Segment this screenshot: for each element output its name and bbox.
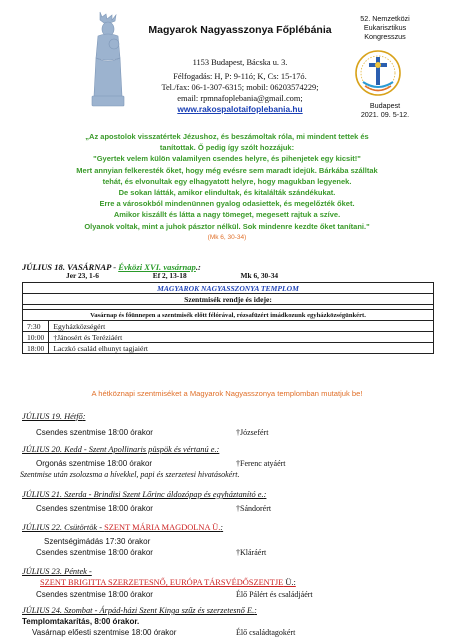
parish-address: 1153 Budapest, Bácska u. 3. xyxy=(192,58,288,67)
website-link[interactable]: www.rakospalotaifoplebania.hu xyxy=(177,104,303,114)
day-title-friday: JÚLIUS 23. Péntek - xyxy=(22,567,92,576)
quote-line: Amikor kiszállt és látta a nagy tömeget, megesett rajtuk a szíve. xyxy=(113,210,341,220)
mass-intention: Laczkó család elhunyt tagjaiért xyxy=(49,343,434,354)
table-row xyxy=(23,332,434,343)
sunday-schedule-table xyxy=(22,282,434,354)
weekday-note: A hétköznapi szentmiséket a Magyarok Nagyasszonya templomban mutatjuk be! xyxy=(91,389,363,398)
quote-line: „Az apostolok visszatértek Jézushoz, és beszámoltak róla, mi mindent tettek és xyxy=(85,132,369,141)
madonna-statue-icon xyxy=(88,10,128,110)
congress-line: Eukarisztikus xyxy=(363,23,407,32)
day-title-wednesday xyxy=(22,490,266,499)
quote-line: De sokan látták, amikor elindultak, és kitalálták szándékukat. xyxy=(118,188,336,198)
feast-name: SZENT BRIGITTA SZERZETESNŐ, EURÓPA TÁRSVÉDŐSZENTJE xyxy=(40,578,284,587)
reading-second: Ef 2, 13-18 xyxy=(152,271,187,280)
reading-first: Jer 23, 1-6 xyxy=(66,271,99,280)
quote-line: Erre a városokból mindenünnen gyalog odasiettek, és megelőzték őket. xyxy=(99,199,355,209)
reading-gospel: Mk 6, 30-34 xyxy=(240,271,279,280)
office-hours: Félfogadás: H, P: 9-11ó; K, Cs: 15-17ó. xyxy=(173,72,307,81)
day-title-text: JÚLIUS 19. Hétfő xyxy=(22,412,83,421)
quote-line: tehát, és elvonultak egy elhagyatott helyre, hogy magukban legyenek. xyxy=(102,176,352,186)
day-title-text: JÚLIUS 20. Kedd - Szent Apollinaris püspök és vértanú e. xyxy=(22,445,217,454)
day-title-text: JÚLIUS 21. Szerda - Brindisi Szent Lőrinc áldozópap és egyháztanító e. xyxy=(22,490,264,499)
mass-friday: Csendes szentmise 18:00 órakor xyxy=(36,590,153,599)
day-title-suffix: : xyxy=(220,523,224,532)
day-title-suffix: : xyxy=(82,412,86,421)
cleaning-note: Templomtakarítás, 8:00 órakor. xyxy=(22,617,140,626)
mass-thursday: Csendes szentmise 18:00 órakor xyxy=(36,548,153,557)
email-address[interactable]: email: rpmnafoplebania@gmail.com; xyxy=(177,94,303,103)
intention-friday: Élő Pálért és családjáért xyxy=(236,590,313,599)
phone-numbers: Tel./fax: 06-1-307-6315; mobil: 06203574229; xyxy=(161,83,319,92)
feast-suffix: Ü.: xyxy=(283,578,296,587)
mass-wednesday: Csendes szentmise 18:00 órakor xyxy=(36,504,153,513)
parish-name: Magyarok Nagyasszonya Főplébánia xyxy=(148,24,332,36)
day-title-text: JÚLIUS 22. Csütörtök - xyxy=(22,523,105,532)
mass-time: 10:00 xyxy=(23,332,49,343)
quote-line: tanítottak. Ő pedig így szólt hozzájuk: xyxy=(159,143,295,153)
feast-friday xyxy=(40,578,296,587)
table-row xyxy=(23,343,434,354)
congress-city: Budapest xyxy=(369,101,401,110)
mass-monday: Csendes szentmise 18:00 órakor xyxy=(36,428,153,437)
quote-line: "Gyertek velem külön valamilyen csendes helyre, és pihenjetek egy kicsit!" xyxy=(93,154,361,164)
day-title-suffix: : xyxy=(254,606,257,615)
intention-tuesday: †Ferenc atyáért xyxy=(236,459,286,468)
intention-thursday: †Kláráért xyxy=(236,548,267,557)
quote-reference: (Mk 6, 30-34) xyxy=(207,233,247,241)
congress-line: 52. Nemzetközi xyxy=(360,14,410,23)
church-name: MAGYAROK NAGYASSZONYA TEMPLOM xyxy=(23,283,434,294)
quote-line: Mert annyian felkeresték őket, hogy még evésre sem maradt idejük. Bárkába szálltak xyxy=(76,165,378,175)
day-title-saturday xyxy=(22,606,257,615)
intention-saturday: Élő családtagokért xyxy=(236,628,296,637)
rosary-note: Vasárnap és főünnepen a szentmisék előtt félórával, rózsafüzért imádkozunk egyházközségünkért. xyxy=(23,310,434,321)
mass-time: 18:00 xyxy=(23,343,49,354)
table-row xyxy=(23,321,434,332)
congress-line: Kongresszus xyxy=(364,32,406,41)
congress-cross-logo-icon xyxy=(353,48,403,98)
mass-saturday: Vasárnap előesti szentmise 18:00 órakor xyxy=(32,628,177,637)
congress-dates: 2021. 09. 5-12. xyxy=(360,110,410,119)
schedule-title: Szentmisék rendje és ideje: xyxy=(23,294,434,305)
day-title-monday xyxy=(22,412,86,421)
day-title-suffix: : xyxy=(216,445,220,454)
congress-title xyxy=(340,14,430,41)
sunday-week-label: Évközi XVI. vasárnap xyxy=(118,262,196,272)
congress-city-date xyxy=(340,101,430,119)
day-title-tuesday xyxy=(22,445,219,454)
quote-line: Olyanok voltak, mint a juhok pásztor nélkül. Sok mindenre kezdte őket tanítani." xyxy=(84,221,370,231)
sunday-week-suffix: .: xyxy=(195,262,201,272)
intention-monday: †Józsefért xyxy=(236,428,269,437)
adoration-thursday: Szentségimádás 17:30 órakor xyxy=(44,537,151,546)
mass-time: 7:30 xyxy=(23,321,49,332)
vespers-note: Szentmise után zsolozsma a hívekkel, papi és szerzetesi hivatásokért. xyxy=(20,470,240,479)
feast-name: SZENT MÁRIA MAGDOLNA Ü. xyxy=(104,523,221,532)
day-title-thursday xyxy=(22,523,223,532)
day-title-text: JÚLIUS 24. Szombat - Árpád-házi Szent Kinga szűz és szerzetesnő E. xyxy=(22,606,255,615)
day-title-suffix: : xyxy=(263,490,267,499)
gospel-quote xyxy=(14,131,440,243)
sunday-readings xyxy=(66,271,330,280)
mass-tuesday: Orgonás szentmise 18:00 órakor xyxy=(36,459,153,468)
intention-wednesday: †Sándorért xyxy=(236,504,272,513)
sunday-date: JÚLIUS 18. VASÁRNAP - xyxy=(22,262,119,272)
mass-intention: Egyházközségért xyxy=(49,321,434,332)
mass-intention: †Jánosért és Teréziáért xyxy=(49,332,434,343)
